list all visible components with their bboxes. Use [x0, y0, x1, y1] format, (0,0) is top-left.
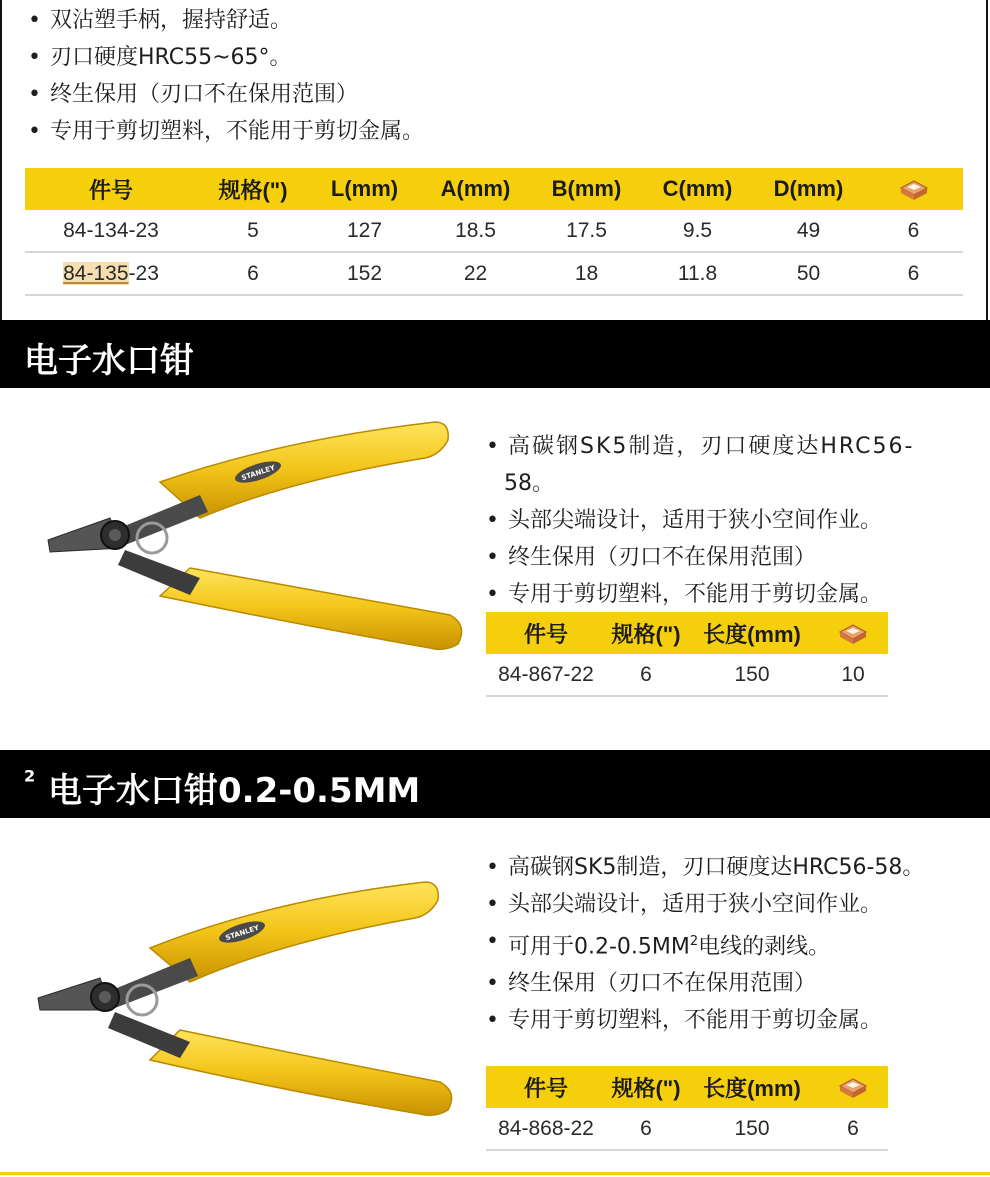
- cell-size: 6: [197, 252, 309, 295]
- table-row: [486, 1108, 888, 1150]
- cell-size: 5: [197, 210, 309, 252]
- cell-d: 49: [753, 210, 864, 252]
- header-a: A(mm): [420, 168, 531, 210]
- header-part-no: 件号: [486, 612, 606, 654]
- feature-item: • 专用于剪切塑料，不能用于剪切金属。: [28, 113, 424, 150]
- wire-range-suffix: 电线的剥线。: [698, 934, 831, 960]
- superscript: 2: [689, 934, 699, 949]
- brand-logo-text: STANLEY: [240, 463, 277, 483]
- header-box: [864, 168, 963, 210]
- header-box: [818, 612, 888, 654]
- cell-a: 18.5: [420, 210, 531, 252]
- header-b: B(mm): [531, 168, 642, 210]
- cell-size: 6: [606, 654, 686, 696]
- wire-range-text: 可用于0.2-0.5MM: [508, 934, 690, 960]
- table-header-row: [486, 612, 888, 654]
- header-d: D(mm): [753, 168, 864, 210]
- feature-item: • 高碳钢SK5制造，刃口硬度达HRC56-58。: [486, 849, 924, 886]
- cell-length: 150: [686, 1108, 818, 1150]
- cell-qty: 6: [818, 1108, 888, 1150]
- section2-title-band: [0, 320, 990, 388]
- cell-part-no: 84-868-22: [486, 1108, 606, 1150]
- feature-item: • 终生保用（刃口不在保用范围）: [486, 539, 914, 576]
- header-size: 规格("): [606, 1066, 686, 1108]
- section2-features: [486, 428, 914, 613]
- feature-item: • 头部尖端设计，适用于狭小空间作业。: [486, 886, 924, 923]
- section3-title-band: [0, 750, 990, 818]
- feature-item: • 高碳钢SK5制造，刃口硬度达HRC56-: [486, 428, 914, 465]
- box-icon: [838, 623, 868, 645]
- section3-title: [24, 763, 421, 811]
- cell-part-no: 84-867-22: [486, 654, 606, 696]
- section1-features: [28, 2, 424, 150]
- feature-item: • 终生保用（刃口不在保用范围）: [28, 76, 424, 113]
- cell-l: 152: [309, 252, 420, 295]
- bottom-accent-line: [0, 1172, 990, 1175]
- header-length: 长度(mm): [686, 1066, 818, 1108]
- table-row: [25, 210, 963, 252]
- section2-title: 电子水口钳: [24, 341, 194, 381]
- section2-spec-table: [486, 612, 888, 697]
- header-part-no: 件号: [25, 168, 197, 210]
- section3-spec-table: [486, 1066, 888, 1151]
- highlighted-part-prefix: 84-135: [63, 261, 129, 285]
- box-icon: [838, 1077, 868, 1099]
- header-box: [818, 1066, 888, 1108]
- cell-part-no: 84-134-23: [25, 210, 197, 252]
- header-part-no: 件号: [486, 1066, 606, 1108]
- feature-item: • 终生保用（刃口不在保用范围）: [486, 965, 924, 1002]
- title-superscript: 2: [24, 766, 36, 786]
- header-c: C(mm): [642, 168, 753, 210]
- part-suffix: -23: [128, 261, 159, 285]
- cell-b: 18: [531, 252, 642, 295]
- feature-item: [486, 923, 924, 965]
- cutter-plier-image: [30, 860, 480, 1140]
- header-length: 长度(mm): [686, 612, 818, 654]
- cutter-plier-image: [30, 400, 480, 690]
- cell-l: 127: [309, 210, 420, 252]
- feature-item: • 专用于剪切塑料，不能用于剪切金属。: [486, 576, 914, 613]
- cell-d: 50: [753, 252, 864, 295]
- cell-size: 6: [606, 1108, 686, 1150]
- brand-logo-text: STANLEY: [224, 923, 261, 943]
- section3-title-text: 电子水口钳0.2-0.5MM: [48, 771, 421, 811]
- cell-c: 11.8: [642, 252, 753, 295]
- feature-item: • 头部尖端设计，适用于狭小空间作业。: [486, 502, 914, 539]
- cell-length: 150: [686, 654, 818, 696]
- cell-qty: 6: [864, 210, 963, 252]
- feature-item: • 双沾塑手柄，握持舒适。: [28, 2, 424, 39]
- header-size: 规格("): [197, 168, 309, 210]
- header-l: L(mm): [309, 168, 420, 210]
- feature-item: • 刃口硬度HRC55~65°。: [28, 39, 424, 76]
- table-row: [25, 252, 963, 295]
- header-size: 规格("): [606, 612, 686, 654]
- feature-item-continued: 58。: [504, 471, 554, 496]
- cell-qty: 10: [818, 654, 888, 696]
- table-header-row: [25, 168, 963, 210]
- table-header-row: [486, 1066, 888, 1108]
- section1-spec-table: [25, 168, 963, 296]
- feature-item: • 专用于剪切塑料，不能用于剪切金属。: [486, 1002, 924, 1039]
- section3-features: [486, 849, 924, 1039]
- cell-part-no: [25, 252, 197, 295]
- box-icon: [899, 179, 929, 201]
- cell-c: 9.5: [642, 210, 753, 252]
- cell-b: 17.5: [531, 210, 642, 252]
- cell-a: 22: [420, 252, 531, 295]
- cell-qty: 6: [864, 252, 963, 295]
- table-row: [486, 654, 888, 696]
